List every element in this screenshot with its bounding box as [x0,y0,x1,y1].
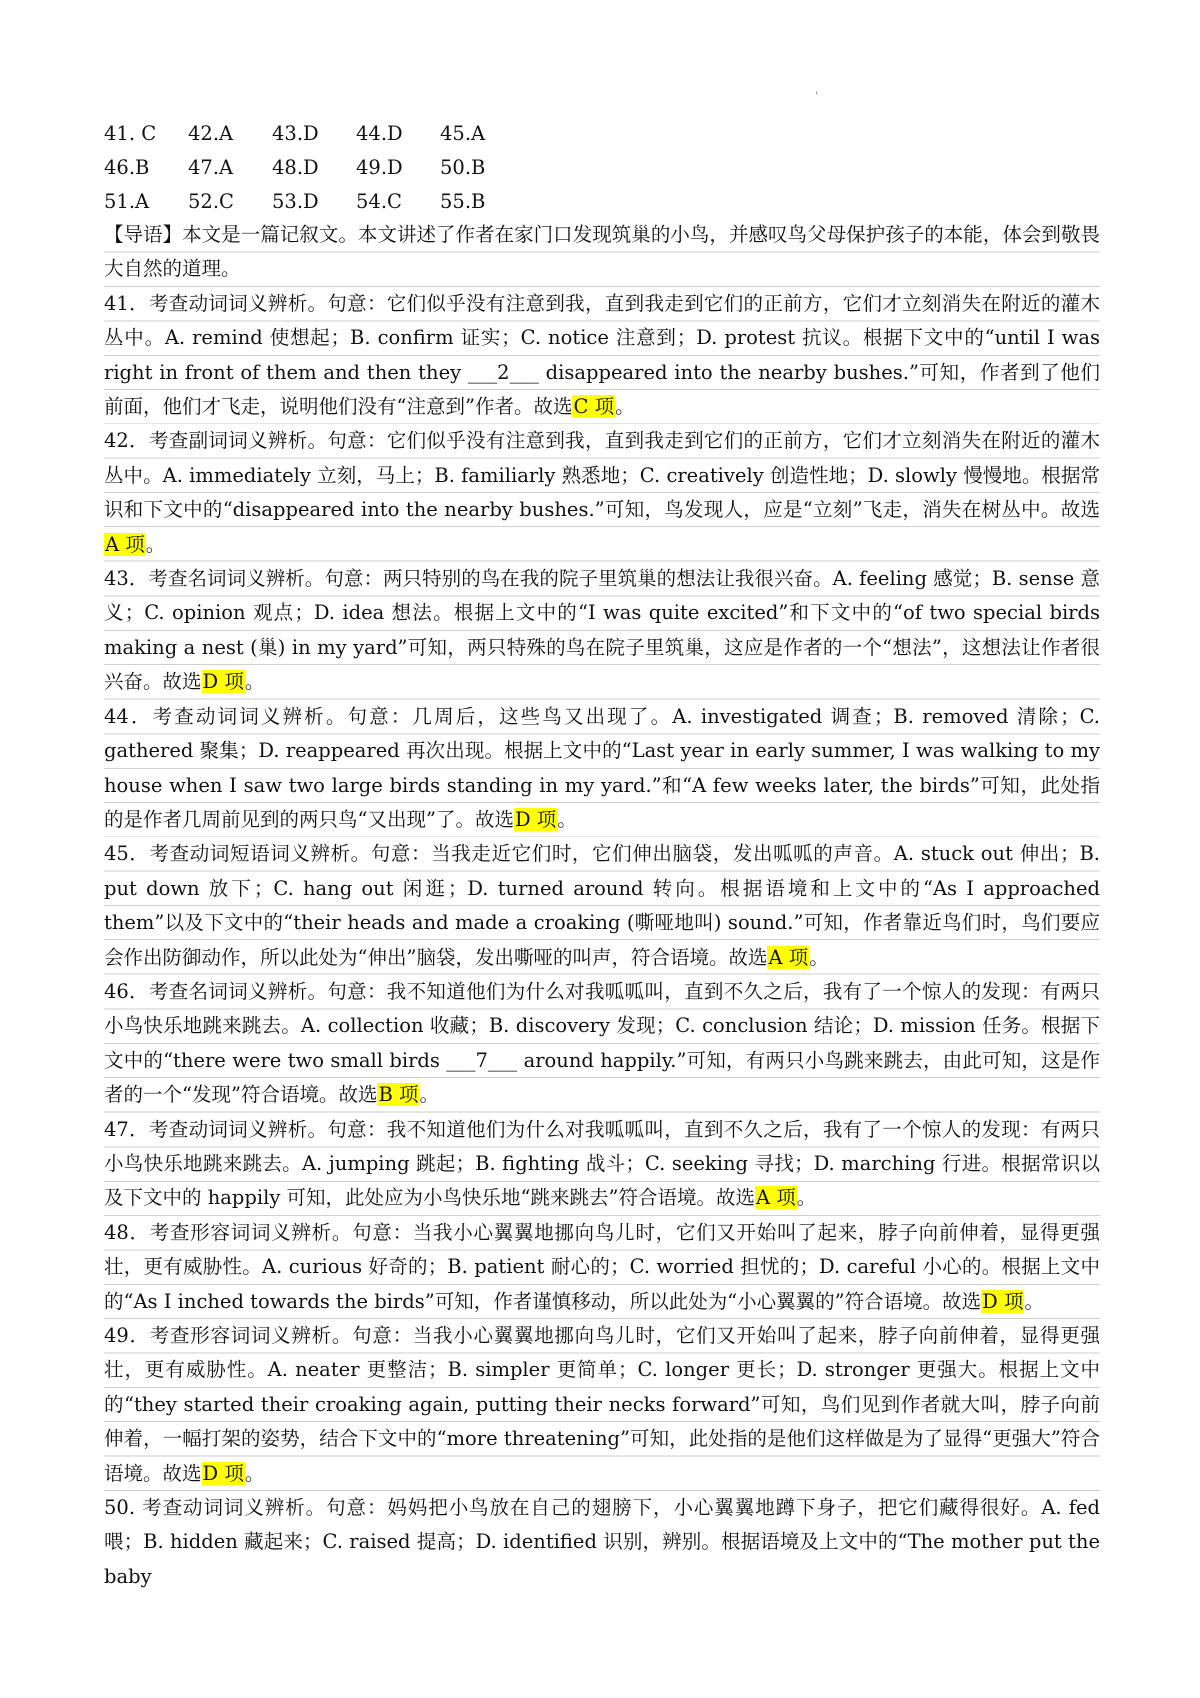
answer-highlight: B 项 [378,1083,419,1107]
explanation-end: 。 [419,1083,439,1107]
answer-key-row [104,150,1100,184]
answer-key-row [104,184,1100,218]
explanation-end: 。 [145,532,166,556]
explanation-text: 46．考查名词词义辨析。句意：我不知道他们为什么对我呱呱叫，直到不久之后，我有了一个惊人的发现：有两只小鸟快乐地跳来跳去。A. collection 收藏；B. discovery 发现；C. conclusion 结论；D. mission 任务。根据下文中的“there were two small birds ___7___ around happily.”可知，有两只小鸟跳来跳去，由此可知，这是作者的一个“发现”符合语境。故选 [104,979,1100,1107]
answer-key-cell: 43.D [272,121,319,145]
explanation-48 [104,1216,1100,1319]
explanation-end: 。 [809,945,829,969]
answer-key-cell: 45.A [440,121,486,145]
answer-key-cell: 49.D [356,155,403,179]
answer-key-cell: 55.B [440,189,486,213]
explanation-text: 48．考查形容词词义辨析。句意：当我小心翼翼地挪向鸟儿时，它们又开始叫了起来，脖子向前伸着，显得更强壮，更有威胁性。A. curious 好奇的；B. patient 耐心的；C. worried 担忧的；D. careful 小心的。根据上文中的“As I inched towards the birds”可知，作者谨慎移动，所以此处为“小心翼翼的”符合语境。故选 [104,1220,1100,1313]
answer-highlight: A 项 [755,1186,796,1210]
explanation-text: 44．考查动词词义辨析。句意：几周后，这些鸟又出现了。A. investigated 调查；B. removed 清除；C. gathered 聚集；D. reappeared 再次出现。根据上文中的“Last year in early summer, I was walking to my house when I saw two large birds standing in my yard.”和“A few weeks later, the birds”可知，此处指的是作者几周前见到的两只鸟“又出现”了。故选 [104,704,1100,831]
explanation-end: 。 [1024,1289,1044,1313]
explanation-text: 50. 考查动词词义辨析。句意：妈妈把小鸟放在自己的翅膀下，小心翼翼地蹲下身子，把它们藏得很好。A. fed 喂；B. hidden 藏起来；C. raised 提高；D. identified 识别，辨别。根据语境及上文中的“The mother put the baby [104,1496,1100,1588]
explanation-text: 49．考查形容词词义辨析。句意：当我小心翼翼地挪向鸟儿时，它们又开始叫了起来，脖子向前伸着，显得更强壮，更有威胁性。A. neater 更整洁；B. simpler 更简单；C. longer 更长；D. stronger 更强大。根据上文中的“they started their croaking again, putting their necks forward”可知，鸟们见到作者就大叫，脖子向前伸着，一幅打架的姿势，结合下文中的“more threatening”可知，此处指的是他们这样做是为了显得“更强大”符合语境。故选 [104,1324,1100,1485]
answer-highlight: D 项 [202,1461,244,1485]
answer-key-cell: 44.D [356,121,403,145]
answer-highlight: D 项 [202,670,244,694]
answer-highlight: C 项 [573,395,615,419]
answer-key-cell: 54.C [356,189,402,213]
answer-key-cell: 53.D [272,189,319,213]
answer-key-cell: 50.B [440,155,486,179]
explanation-end: 。 [615,395,635,419]
answer-key [104,116,1100,218]
explanation-43 [104,562,1100,700]
explanation-41 [104,287,1100,425]
answer-key-cell: 42.A [188,121,234,145]
explanation-47 [104,1113,1100,1216]
explanation-49 [104,1319,1100,1491]
answer-key-cell: 51.A [104,189,150,213]
answer-highlight: A 项 [768,945,809,969]
explanation-text: 43．考查名词词义辨析。句意：两只特别的鸟在我的院子里筑巢的想法让我很兴奋。A. feeling 感觉；B. sense 意义；C. opinion 观点；D. idea 想法。根据上文中的“I was quite excited”和下文中的“of two special birds making a nest (巢) in my yard”可知，两只特殊的鸟在院子里筑巢，这应是作者的一个“想法”，这想法让作者很兴奋。故选 [104,567,1100,694]
explanation-text: 45．考查动词短语词义辨析。句意：当我走近它们时，它们伸出脑袋，发出呱呱的声音。A. stuck out 伸出；B. put down 放下；C. hang out 闲逛；D. turned around 转向。根据语境和上文中的“As I approached them”以及下文中的“their heads and made a croaking (嘶哑地叫) sound.”可知，作者靠近鸟们时，鸟们要应会作出防御动作，所以此处为“伸出”脑袋，发出嘶哑的叫声，符合语境。故选 [104,842,1100,969]
explanation-text: 42．考查副词词义辨析。句意：它们似乎没有注意到我，直到我走到它们的正前方，它们才立刻消失在附近的灌木丛中。A. immediately 立刻，马上；B. familiarly 熟悉地；C. creatively 创造性地；D. slowly 慢慢地。根据常识和下文中的“disappeared into the nearby bushes.”可知，鸟发现人，应是“立刻”飞走，消失在树丛中。故选 [104,429,1100,522]
answer-key-cell: 48.D [272,155,319,179]
answer-key-cell: 41. C [104,121,157,145]
explanation-end: 。 [244,670,265,694]
explanation-text: 47．考查动词词义辨析。句意：我不知道他们为什么对我呱呱叫，直到不久之后，我有了一个惊人的发现：有两只小鸟快乐地跳来跳去。A. jumping 跳起；B. fighting 战斗；C. seeking 寻找；D. marching 行进。根据常识以及下文中的 happily 可知，此处应为小鸟快乐地“跳来跳去”符合语境。故选 [104,1117,1100,1210]
explanation-text: 41．考查动词词义辨析。句意：它们似乎没有注意到我，直到我走到它们的正前方，它们才立刻消失在附近的灌木丛中。A. remind 使想起；B. confirm 证实；C. notice 注意到；D. protest 抗议。根据下文中的“until I was right in front of them and then they ___2___ disappeared into the nearby bushes.”可知，作者到了他们前面，他们才飞走，说明他们没有“注意到”作者。故选 [104,291,1100,419]
answer-key-cell: 46.B [104,155,150,179]
explanation-45 [104,837,1100,975]
answer-highlight: D 项 [514,807,557,831]
document-body [104,116,1100,1594]
explanation-end: 。 [244,1461,265,1485]
intro-paragraph: 【导语】本文是一篇记叙文。本文讲述了作者在家门口发现筑巢的小鸟，并感叹鸟父母保护孩子的本能，体会到敬畏大自然的道理。 [104,218,1100,287]
explanation-end: 。 [796,1186,817,1210]
explanation-end: 。 [557,807,577,831]
answer-key-row [104,116,1100,150]
explanation-44 [104,700,1100,838]
corner-mark: ' [815,91,818,102]
answer-highlight: D 项 [982,1289,1024,1313]
answer-key-cell: 47.A [188,155,234,179]
explanation-42 [104,424,1100,562]
explanation-46 [104,975,1100,1113]
explanation-50 [104,1491,1100,1594]
answer-highlight: A 项 [105,532,145,556]
answer-key-cell: 52.C [188,189,234,213]
